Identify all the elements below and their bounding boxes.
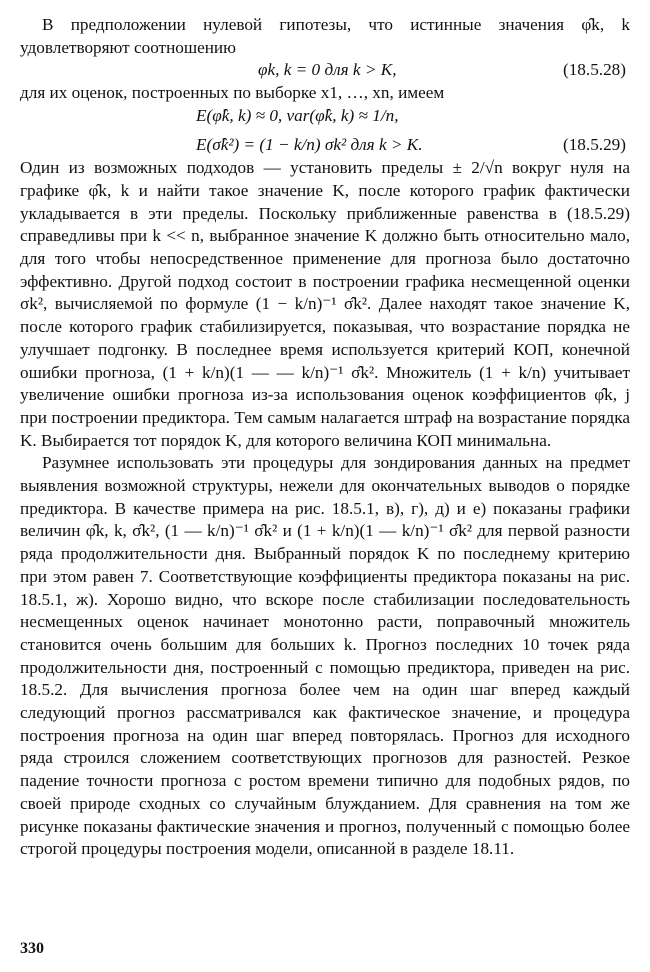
- equation-18-5-29-line1: [20, 105, 630, 128]
- paragraph-estimates-intro: для их оценок, построенных по выборке x1, …, xn, имеем: [20, 83, 445, 103]
- paragraph-null-hypothesis: В предположении нулевой гипотезы, что истинные значения φ̂k, k удовлетворяют соотношению: [20, 15, 630, 57]
- equation-18-5-29-number: (18.5.29): [562, 135, 626, 155]
- equation-18-5-29-line2: [20, 134, 630, 157]
- equation-18-5-28-expression: φk, k = 0 для k > K,: [258, 60, 397, 80]
- paragraph-procedure-usage-example: Разумнее использовать эти процедуры для зондирования данных на предмет выявления возможной структуры, нежели для окончательных выводов о порядке предиктора. В качестве примера на рис. 18.5.1, в), г), д) и е) показаны графики величин φ̂k, k, σ̂k², (1 — k/n)⁻¹ σ̂k² и (1 + k/n)(1 — k/n)⁻¹ σ̂k² для первой разности ряда продолжительности дня. Выбранный порядок K по последнему критерию при этом равен 7. Соответствующие коэффициенты предиктора показаны на рис. 18.5.1, ж). Хорошо видно, что вскоре после стабилизации последовательность несмещенных оценок начинает монотонно расти, поправочный множитель становится очень большим для больших k. Прогноз последних 10 точек ряда продолжительности дня, построенный с помощью предиктора, приведен на рис. 18.5.2. Для вычисления прогноза более чем на один шаг вперед каждый следующий прогноз рассматривался как фактическое значение, и процедура построения прогноза на один шаг вперед повторялась. Прогноз для исходного ряда строился сложением соответствующих прогнозов для разностей. Резкое падение точности прогноза с ростом времени типично для подобных рядов, по своей природе сходных со случайным блужданием. Для сравнения на том же рисунке показаны фактические значения и прогноз, полученный с помощью более строгой процедуры построения модели, описанной в разделе 18.11.: [20, 453, 630, 859]
- equation-18-5-28: [20, 59, 630, 82]
- equation-18-5-28-number: (18.5.28): [562, 60, 626, 80]
- page-number: 330: [20, 940, 44, 957]
- equation-18-5-29-line2-expression: E(σ̂k²) = (1 − k/n) σk² для k > K.: [196, 135, 423, 155]
- equation-18-5-29-line1-expression: E(φ̂k, k) ≈ 0, var(φ̂k, k) ≈ 1/n,: [196, 105, 399, 125]
- paragraph-order-selection-approaches: Один из возможных подходов — установить пределы ± 2/√n вокруг нуля на графике φ̂k, k и найти такое значение K, после которого график фактически укладывается в эти пределы. Поскольку приближенные равенства в (18.5.29) справедливы при k << n, выбранное значение K должно быть относительно мало, для того чтобы непосредственное применение для прогноза было достаточно эффективно. Другой подход состоит в построении графика несмещенной оценки σk², вычисляемой по формуле (1 − k/n)⁻¹ σ̂k². Далее находят такое значение K, после которого график стабилизируется, показывая, что возрастание порядка не улучшает подгонку. В последнее время используется критерий КОП, конечной ошибки прогноза, (1 + k/n)(1 — — k/n)⁻¹ σ̂k². Множитель (1 + k/n) учитывает увеличение ошибки прогноза из-за использования оценок коэффициентов φ̂k, j при построении предиктора. Тем самым налагается штраф на возрастание порядка K. Выбирается тот порядок K, для которого величина КОП минимальна.: [20, 158, 630, 450]
